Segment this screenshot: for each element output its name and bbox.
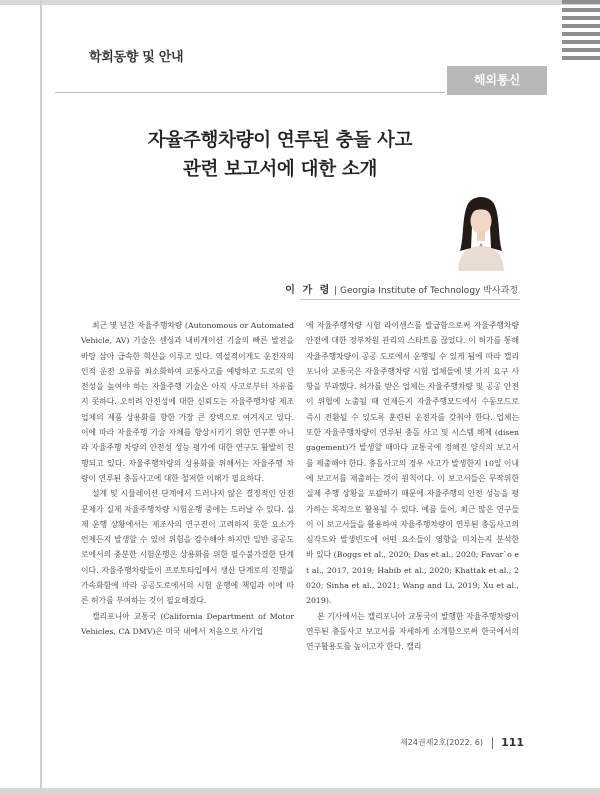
issue-label: 제24권제2호(2022. 6) <box>400 738 483 747</box>
body-column-right <box>306 318 519 655</box>
paragraph: 본 기사에서는 캘리포니아 교통국이 발행한 자율주행차량이 연루된 충돌사고 보고서를 자세하게 소개함으로써 한국에서의 연구활용도를 높이고자 한다. 캘리 <box>306 611 519 652</box>
paragraph: 에 자율주행차량 시험 라이센스를 발급함으로써 자율주행차량 안전에 대한 정부차원 관리의 스타트를 끊었다. 이 허가를 통해 자율주행차량이 공공 도로에서 운행될 수 있게 됨에 따라 캘리포니아 교통국은 자율주행차량 시험 업체들에 몇 가지 요구 사항을 부과했다. 허가를 받은 업체는 자율주행차량 및 공공 안전이 위협에 노출될 때 언제든지 자율주행모드에서 수동모드로 즉시 전환될 수 있도록 훈련된 운전자를 갖춰야 한다. 업체는 또한 자율주행차량이 연루된 충돌 사고 및 시스템 해제 (disengagement)가 발생할 때마다 교통국에 정해진 양식의 보고서를 제출해야 한다. 충돌사고의 경우 사고가 발생한지 10일 이내에 보고서를 제출하는 것이 원칙이다. 이 보고서들은 무작위한 실제 주행 상황을 포괄하기 때문에 자율주행의 안전 성능을 평가하는 목적으로 활용될 수 있다. 예를 들어, 최근 많은 연구들이 이 보고서들을 활용하여 자율주행차량이 연루된 충돌사고의 심각도와 발생빈도에 어떤 요소들이 영향을 미치는지 분석한 바 있다 (Boggs et al., 2020; Das et al., 2020; Favar`o et al., 2017, 2019; Habib et al., 2020; Khattak et al., 2020; Sinha et al., 2021; Wang and Li, 2019; Xu et al., 2019). <box>306 321 519 606</box>
author-byline <box>285 281 518 296</box>
article-title <box>60 126 500 184</box>
bottom-border-stripe <box>0 788 600 794</box>
page-footer <box>400 736 524 749</box>
author-affiliation: | Georgia Institute of Technology 박사과정 <box>334 286 518 296</box>
footer-divider <box>492 737 493 749</box>
author-photo <box>446 191 516 271</box>
paragraph: 최근 몇 년간 자율주행차량 (Autonomous or Automated Vehicle, AV) 기술은 센싱과 내비게이션 기술의 빠른 발전을 바탕 삼아 급속한 혁신을 이루고 있다. 역설적이게도 운전자의 인적 운전 오류를 최소화하여 교통사고를 예방하고 도로의 안전성을 높여야 하는 자율주행 기술은 아직 사고로부터 자유롭지 못하다. 오히려 안전성에 대한 신뢰도는 자율주행차량 제조 업체의 제품 상용화를 향한 가장 큰 장벽으로 여겨지고 있다. 이에 따라 자율주행 기술 자체를 향상시키기 위한 연구뿐 아니라 자율주행 차량의 안전성 성능 평가에 대한 연구도 활발히 진행되고 있다. 자율주행차량의 상용화를 위해서는 자율주행 차량이 연루된 충돌사고에 대한 철저한 이해가 필요하다. <box>81 321 294 483</box>
byline-rule <box>300 299 520 300</box>
author-name: 이 가 령 <box>285 285 332 296</box>
header-rule <box>55 92 445 93</box>
paragraph: 캘리포니아 교통국 (California Department of Motor Vehicles, CA DMV)은 미국 내에서 처음으로 사기업 <box>81 611 294 636</box>
title-line-1: 자율주행차량이 연루된 충돌 사고 <box>147 130 413 151</box>
corner-category-label: 해외통신 <box>447 66 547 95</box>
section-tag: 학회동향 및 안내 <box>89 50 184 65</box>
title-line-2: 관련 보고서에 대한 소개 <box>182 159 378 180</box>
left-margin-rule <box>40 0 42 794</box>
paragraph: 설계 및 시뮬레이션 단계에서 드러나지 않은 결정적인 안전문제가 실제 자율주행차량 시험운행 중에는 드러날 수 있다. 실제 운행 상황에서는 제조사의 연구진이 고려하지 못한 요소가 언제든지 발생할 수 있어 위험을 감수해야 하지만 일반 공공도로에서의 충분한 시험운행은 상용화를 위한 필수불가결한 단계이다. 자율주행차량들이 프로토타입에서 생산 단계로의 진행을 가속화함에 따라 공공도로에서의 시험 운행에 책임과 이에 따른 허가를 부여하는 것이 필요해졌다. <box>81 489 294 606</box>
top-border-stripe <box>0 0 600 5</box>
body-column-left <box>81 318 294 639</box>
corner-dash-decoration <box>562 0 600 64</box>
page-number: 111 <box>501 736 525 749</box>
